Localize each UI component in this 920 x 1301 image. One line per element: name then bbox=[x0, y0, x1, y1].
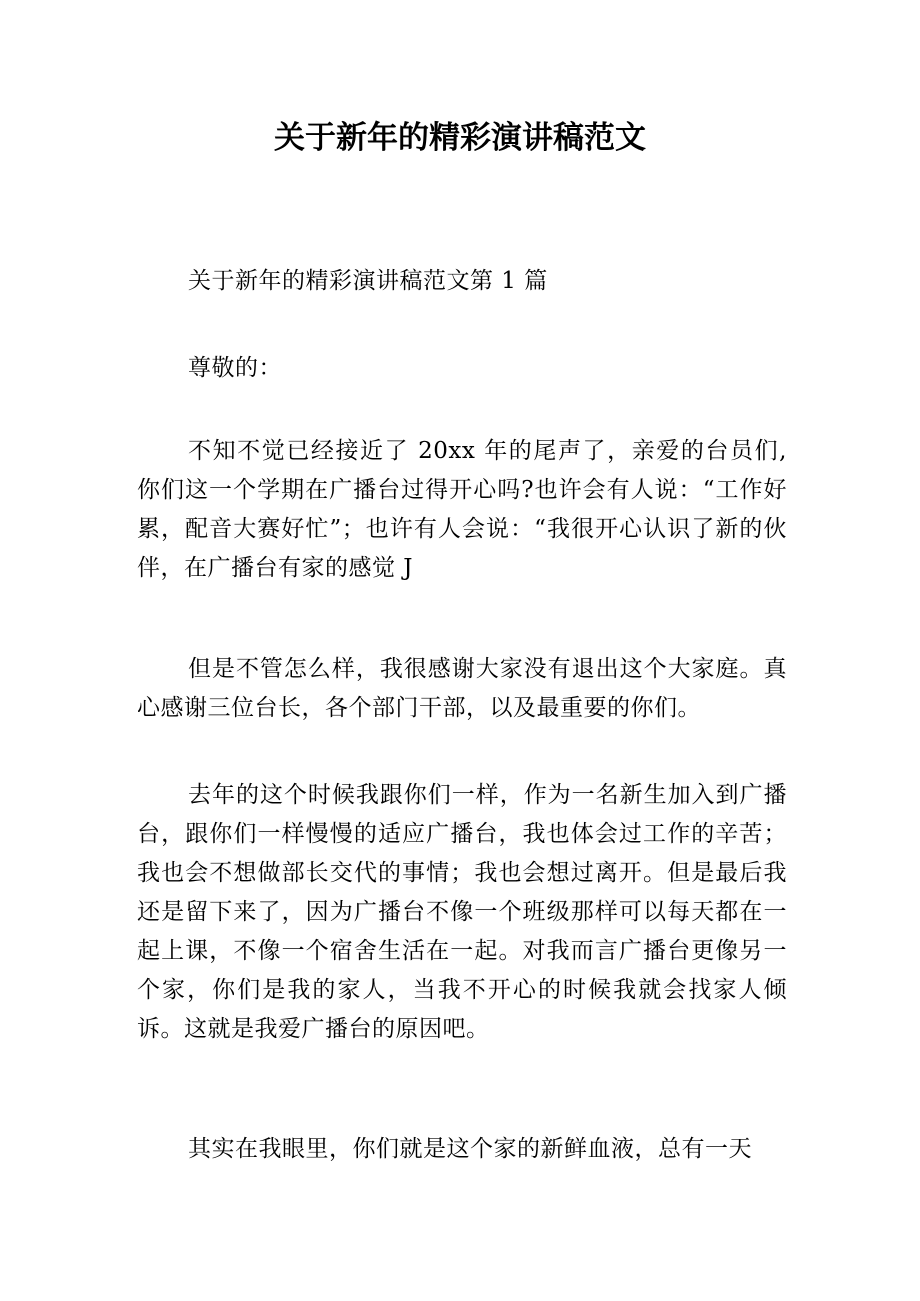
paragraph-1: 不知不觉已经接近了 20xx 年的尾声了，亲爱的台员们, 你们这一个学期在广播台过得开心吗?也许会有人说：“工作好累，配音大赛好忙”；也许有人会说：“我很开心认识了新的伙伴，在广播台有家的感觉 J bbox=[137, 438, 787, 581]
paragraph-2: 但是不管怎么样，我很感谢大家没有退出这个大家庭。真心感谢三位台长，各个部门干部，以及最重要的你们。 bbox=[137, 656, 787, 721]
paragraph-3: 去年的这个时候我跟你们一样，作为一名新生加入到广播台，跟你们一样慢慢的适应广播台，我也体会过工作的辛苦；我也会不想做部长交代的事情；我也会想过离开。但是最后我还是留下来了，因为广播台不像一个班级那样可以每天都在一起上课，不像一个宿舍生活在一起。对我而言广播台更像另一个家，你们是我的家人，当我不开心的时候我就会找家人倾诉。这就是我爱广播台的原因吧。 bbox=[137, 782, 787, 1042]
paragraph-4: 其实在我眼里，你们就是这个家的新鲜血液，总有一天 bbox=[188, 1136, 752, 1162]
greeting: 尊敬的： bbox=[188, 355, 282, 381]
document-title: 关于新年的精彩演讲稿范文 bbox=[274, 120, 646, 156]
section-heading: 关于新年的精彩演讲稿范文第 1 篇 bbox=[188, 268, 548, 294]
